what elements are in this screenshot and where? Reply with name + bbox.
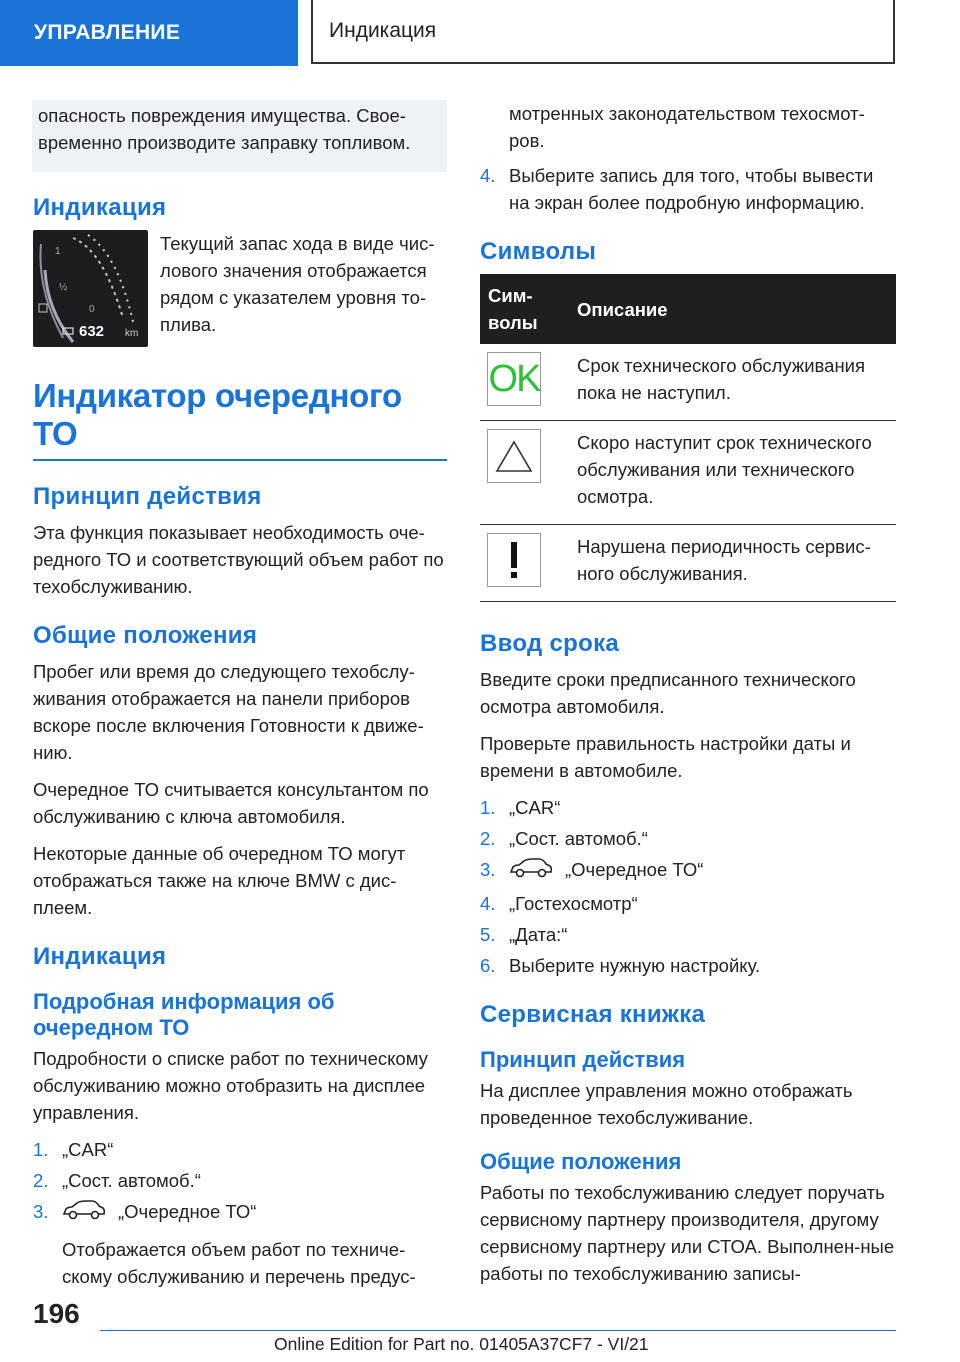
note-text: опасность повреждения имущества. Свое-временно производите заправку топливом. (38, 105, 411, 153)
general-text-1: Пробег или время до следующего техобслу-живания отображается на панели приборов вскоре после включения Готовности к движе-нию. (33, 661, 424, 763)
list-item: 6. Выберите нужную настройку. (480, 954, 761, 976)
heading-service-book: Сервисная книжка (480, 1000, 706, 1028)
indication-text: Текущий запас хода в виде чис-лового значения отображается рядом с указателем уровня то-плива. (160, 233, 435, 335)
list-item: 3. „Очередное ТО“ Отображается объем работ по техниче-скому обслуживанию и перечень предус- (33, 1198, 447, 1290)
fuel-pump-icon (39, 304, 47, 312)
col-header-symbols: Сим-волы (480, 274, 569, 344)
list-item: 4. Выберите запись для того, чтобы вывести на экран более подробную информацию. (480, 165, 874, 213)
instrument-cluster-image (33, 230, 148, 347)
list-item: 2. „Сост. автомоб.“ (33, 1170, 201, 1191)
range-unit: km (125, 328, 139, 339)
right-column (480, 100, 896, 1297)
symbols-table (480, 274, 896, 602)
heading-general: Общие положения (33, 622, 258, 649)
section-tab: УПРАВЛЕНИЕ (0, 0, 298, 66)
principle-text: Эта функция показывает необходимость оче-редного ТО и соответствующий объем работ по техобслуживанию. (33, 522, 444, 597)
step3-subtext: Отображается объем работ по техниче-скому обслуживанию и перечень предус- (62, 1238, 416, 1287)
range-value: 632 (79, 323, 105, 340)
table-header-row (480, 274, 896, 344)
footer-divider (100, 1330, 896, 1331)
gauge-tick-half: ½ (59, 282, 68, 293)
detail-steps (33, 1136, 447, 1290)
general-text-2: Очередное ТО считывается консультантом по обслуживанию с ключа автомобиля. (33, 779, 429, 827)
left-column (33, 100, 447, 1298)
table-cell: Срок технического обслуживания пока не наступил. (569, 344, 896, 421)
general-text-3: Некоторые данные об очередном ТО могут отображаться также на ключе BMW с дис-плеем. (33, 843, 406, 918)
list-item: 3. „Очередное ТО“ (480, 856, 896, 886)
gauge-tick-1: 1 (55, 246, 61, 257)
table-cell: Скоро наступит срок технического обслуживания или технического осмотра. (569, 421, 896, 525)
heading-date-entry: Ввод срока (480, 630, 620, 657)
continued-steps (480, 162, 896, 216)
continued-text: мотренных законодательством техосмот-ров. (509, 103, 865, 151)
date-text-2: Проверьте правильность настройки даты и времени в автомобиле. (480, 733, 851, 781)
fuel-gauge-graphic (33, 230, 148, 347)
main-heading: Индикатор очередного ТО (33, 377, 447, 461)
list-item: 1. „CAR“ (480, 797, 561, 818)
col-header-description: Описание (569, 274, 896, 344)
heading-book-general: Общие положения (480, 1148, 682, 1174)
book-general-text: Работы по техобслуживанию следует поручать сервисному партнеру производителя, другому сервисному партнеру или СТОА. Выполнен-ные работы по техобслуживанию записы- (480, 1181, 895, 1284)
chapter-title: Индикация (311, 0, 895, 64)
heading-principle: Принцип действия (33, 483, 262, 510)
heading-indication: Индикация (33, 194, 167, 221)
heading-indication-2: Индикация (33, 943, 167, 970)
car-icon (62, 1199, 106, 1228)
list-item: 4. „Гостехосмотр“ (480, 892, 638, 914)
table-row (480, 344, 896, 421)
warning-triangle-icon (487, 429, 541, 483)
book-principle-text: На дисплее управления можно отображать проведенное техобслуживание. (480, 1079, 853, 1128)
table-row (480, 525, 896, 602)
heading-symbols: Символы (480, 238, 597, 265)
gauge-tick-0: 0 (89, 304, 95, 315)
date-steps (480, 794, 896, 979)
ok-icon: OK (487, 352, 541, 406)
list-item: 5. „Дата:“ (480, 923, 568, 945)
table-cell: Нарушена периодичность сервис-ного обслуживания. (569, 525, 896, 602)
heading-detail: Подробная информация об очередном ТО (33, 989, 335, 1040)
detail-text: Подробности о списке работ по техническому обслуживанию можно отобразить на дисплее управления. (33, 1048, 428, 1123)
car-icon (509, 857, 553, 886)
table-row (480, 421, 896, 525)
indication-row (33, 230, 447, 347)
page-number: 196 (33, 1298, 80, 1329)
heading-book-principle: Принцип действия (480, 1046, 686, 1072)
note-box (32, 100, 447, 172)
footer-edition: Online Edition for Part no. 01405A37CF7 - VI/21 (274, 1334, 649, 1354)
exclamation-icon (487, 533, 541, 587)
list-item: 1. „CAR“ (33, 1139, 114, 1160)
date-text-1: Введите сроки предписанного технического осмотра автомобиля. (480, 669, 856, 717)
list-item: 2. „Сост. автомоб.“ (480, 828, 648, 849)
